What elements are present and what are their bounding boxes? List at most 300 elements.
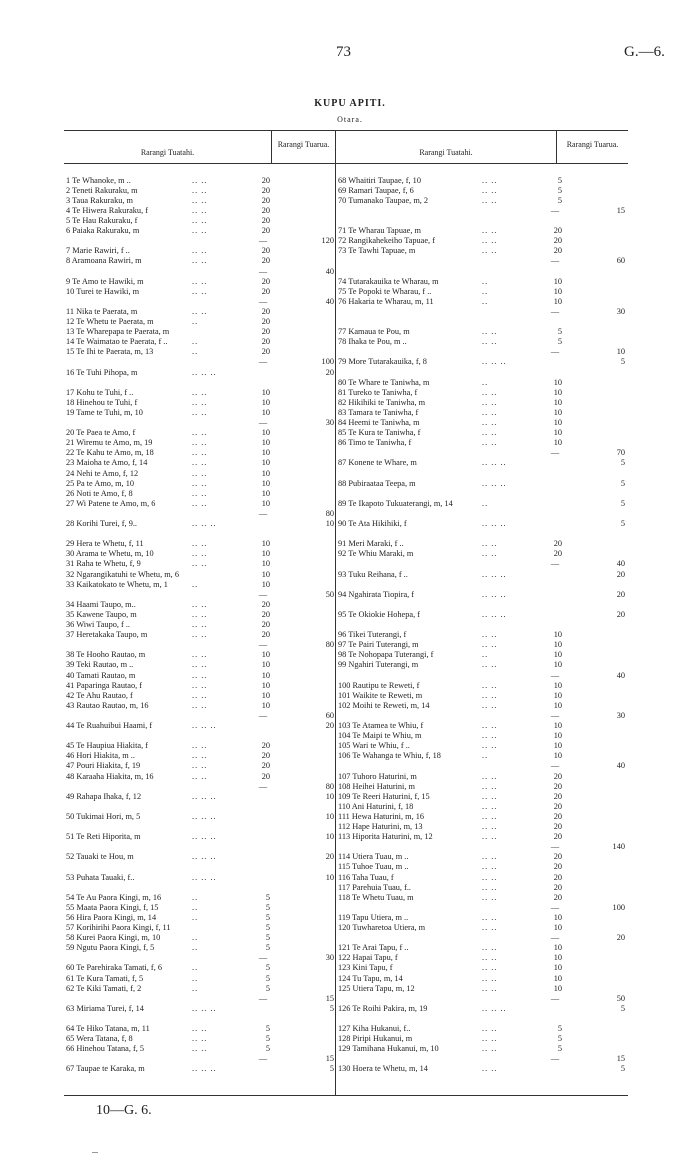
- left-entry-share: 10: [261, 478, 270, 488]
- left-entry-name: 31 Raha te Whetu, f, 9: [66, 559, 141, 569]
- right-subtotal: 100: [612, 902, 625, 912]
- right-entry-name: 115 Tuhoe Tuau, m ..: [338, 862, 409, 872]
- right-entry-share: 20: [553, 771, 562, 781]
- left-entry-leader: .. ..: [192, 670, 208, 680]
- right-entry-share: 10: [553, 953, 562, 963]
- left-subtotal-rule: —: [258, 266, 268, 276]
- right-entry-share: 20: [553, 832, 562, 842]
- left-entry-leader: .. ..: [192, 306, 208, 316]
- left-entry-leader: .. ..: [192, 1044, 208, 1054]
- right-entry-share: 10: [553, 923, 562, 932]
- left-entry-leader: .. ..: [192, 226, 208, 236]
- left-entry-name: 18 Hinehou te Tuhi, f: [66, 397, 138, 407]
- right-entry-share: 20: [553, 882, 562, 892]
- left-entry-name: 48 Karaaha Hiakita, m, 16: [66, 771, 154, 781]
- right-entry-name: 87 Konene te Whare, m: [338, 458, 417, 468]
- left-subtotal-rule: —: [258, 1054, 268, 1064]
- right-entry-share: 10: [553, 296, 562, 306]
- left-entry-name: 61 Te Kura Tamati, f, 5: [66, 973, 144, 983]
- right-entry-share: 5: [557, 1044, 562, 1054]
- right-entry-share: 20: [553, 872, 562, 882]
- right-entry-share: 10: [553, 983, 562, 993]
- right-entry-name: 72 Rangikahekeiho Tapuae, f: [338, 236, 435, 246]
- right-subtotal: 140: [612, 842, 625, 852]
- right-subtotal: 5: [620, 1003, 625, 1013]
- right-entry-name: 99 Ngahiri Tuterangi, m: [338, 660, 419, 670]
- right-entry-leader: .. ..: [482, 539, 498, 549]
- left-subtotal: 20: [325, 367, 334, 377]
- left-entry-name: 27 Wi Patene te Amo, m, 6: [66, 498, 156, 508]
- right-subtotal: 70: [616, 448, 625, 458]
- left-entry-leader: ..: [192, 912, 199, 922]
- left-entry-share: 20: [261, 185, 270, 195]
- left-subtotal: 50: [325, 589, 334, 599]
- page-footer: 10—G. 6.: [96, 1103, 152, 1118]
- left-entry-name: 32 Ngarangikatuhi te Whetu, m, 6: [66, 569, 179, 579]
- left-entry-name: 34 Haami Taupo, m..: [66, 599, 136, 609]
- left-subtotal: 15: [325, 993, 334, 1003]
- left-entry-leader: .. ..: [192, 488, 208, 498]
- left-entry-leader: .. .. ..: [192, 721, 217, 730]
- right-entry-name: 71 Te Wharau Tapuae, m: [338, 226, 421, 236]
- left-entry-name: 14 Te Waimatao te Paerata, f ..: [66, 337, 168, 347]
- right-entry-leader: .. .. ..: [482, 589, 507, 599]
- left-subtotal: 30: [325, 418, 334, 427]
- right-entry-name: 94 Ngahirata Tiopira, f: [338, 589, 415, 599]
- right-subtotal-rule: —: [550, 670, 560, 680]
- left-entry-share: 20: [261, 620, 270, 629]
- left-entry-name: 41 Paparinga Rautao, f: [66, 680, 143, 690]
- left-entry-name: 10 Turei te Hawiki, m: [66, 286, 140, 296]
- left-entry-name: 1 Te Whanoke, m ..: [66, 175, 131, 185]
- left-entry-leader: .. ..: [192, 286, 208, 296]
- margin-tick: [92, 1152, 98, 1153]
- right-entry-leader: .. ..: [482, 185, 498, 195]
- right-entry-share: 10: [553, 721, 562, 730]
- left-entry-leader: .. ..: [192, 438, 208, 448]
- left-entry-leader: .. ..: [192, 397, 208, 407]
- left-entry-share: 10: [261, 428, 270, 438]
- left-entry-name: 63 Miriama Turei, f, 14: [66, 1003, 144, 1013]
- right-entry-leader: .. ..: [482, 811, 498, 821]
- left-entry-share: 5: [265, 892, 270, 902]
- right-entry-leader: .. ..: [482, 832, 498, 842]
- right-entry-leader: .. ..: [482, 741, 498, 751]
- left-entry-name: 54 Te Au Paora Kingi, m, 16: [66, 892, 162, 902]
- right-entry-leader: .. ..: [482, 246, 498, 256]
- left-entry-leader: .. ..: [192, 448, 208, 458]
- left-entry-leader: .. ..: [192, 256, 208, 266]
- page-subtitle: Otara.: [337, 115, 363, 124]
- right-entry-name: 120 Tuwharetoa Utiera, m: [338, 923, 426, 932]
- left-entry-share: 10: [261, 448, 270, 458]
- left-subtotal-rule: —: [258, 640, 268, 650]
- left-entry-name: 26 Noti te Amo, f, 8: [66, 488, 133, 498]
- right-entry-share: 10: [553, 428, 562, 438]
- right-entry-leader: .. .. ..: [482, 1003, 507, 1013]
- left-entry-leader: .. ..: [192, 599, 208, 609]
- left-entry-name: 38 Te Hooho Rautao, m: [66, 650, 146, 660]
- left-entry-share: 20: [261, 175, 270, 185]
- left-entry-share: 10: [261, 458, 270, 468]
- left-entry-share: 10: [261, 539, 270, 549]
- left-entry-name: 8 Aramoana Rawiri, m: [66, 256, 142, 266]
- right-entry-name: 85 Te Kura te Taniwha, f: [338, 428, 421, 438]
- right-entry-name: 84 Heemi te Taniwha, m: [338, 418, 420, 427]
- right-entry-leader: .. ..: [482, 923, 498, 932]
- left-entry-name: 21 Wiremu te Amo, m, 19: [66, 438, 153, 448]
- right-entry-name: 127 Kiha Hukanui, f..: [338, 1024, 411, 1033]
- right-entry-leader: .. ..: [482, 892, 498, 902]
- right-entry-share: 10: [553, 630, 562, 640]
- left-entry-share: 20: [261, 317, 270, 326]
- left-subtotal: 80: [325, 508, 334, 518]
- left-subtotal-rule: —: [258, 953, 268, 963]
- right-entry-name: 106 Te Wahanga te Whiu, f, 18: [338, 751, 441, 761]
- left-entry-name: 36 Wiwi Taupo, f ..: [66, 620, 130, 629]
- right-subtotal-rule: —: [550, 559, 560, 569]
- right-subtotal: 40: [616, 670, 625, 680]
- left-entry-share: 20: [261, 226, 270, 236]
- left-entry-name: 15 Te Ihi te Paerata, m, 13: [66, 347, 154, 357]
- right-entry-leader: ..: [482, 751, 489, 761]
- left-subtotal-rule: —: [258, 993, 268, 1003]
- left-entry-name: 55 Maata Paora Kingi, f, 15: [66, 902, 159, 912]
- left-entry-name: 39 Teki Rautao, m ..: [66, 660, 134, 670]
- right-entry-name: 96 Tikei Tuterangi, f: [338, 630, 407, 640]
- right-entry-name: 82 Hikihiki te Taniwha, m: [338, 397, 426, 407]
- right-subtotal: 10: [616, 347, 625, 357]
- left-entry-name: 50 Tukimai Hori, m, 5: [66, 811, 141, 821]
- right-entry-name: 76 Hakaria te Wharau, m, 11: [338, 296, 434, 306]
- left-entry-leader: ..: [192, 579, 199, 589]
- right-entry-leader: .. ..: [482, 640, 498, 650]
- left-entry-name: 9 Te Amo te Hawiki, m: [66, 276, 144, 286]
- right-subtotal: 5: [620, 357, 625, 367]
- right-entry-share: 10: [553, 973, 562, 983]
- right-entry-leader: .. ..: [482, 731, 498, 741]
- right-entry-share: 10: [553, 640, 562, 650]
- right-entry-name: 117 Parehuia Tuau, f..: [338, 882, 411, 892]
- right-entry-leader: .. ..: [482, 791, 498, 801]
- right-entry-share: 20: [553, 246, 562, 256]
- left-subtotal-rule: —: [258, 236, 268, 246]
- right-entry-leader: .. .. ..: [482, 609, 507, 619]
- left-entry-leader: .. ..: [192, 498, 208, 508]
- right-subtotal: 20: [616, 933, 625, 943]
- left-subtotal: 100: [321, 357, 334, 367]
- right-subtotal-rule: —: [550, 1054, 560, 1064]
- left-entry-leader: .. ..: [192, 549, 208, 559]
- left-entry-leader: .. .. ..: [192, 832, 217, 842]
- right-entry-name: 102 Moihi te Reweti, m, 14: [338, 700, 430, 710]
- left-entry-name: 7 Marie Rawiri, f ..: [66, 246, 130, 256]
- left-entry-name: 37 Heretakaka Taupo, m: [66, 630, 148, 640]
- right-entry-leader: ..: [482, 296, 489, 306]
- right-tuarua-header: Rarangi Tuarua.: [566, 140, 619, 149]
- right-entry-name: 125 Utiera Tapu, m, 12: [338, 983, 415, 993]
- left-subtotal: 30: [325, 953, 334, 963]
- right-entry-leader: .. ..: [482, 1024, 498, 1033]
- left-entry-leader: ..: [192, 973, 199, 983]
- left-entry-name: 12 Te Whetu te Paerata, m: [66, 317, 154, 326]
- left-entry-share: 20: [261, 205, 270, 215]
- right-entry-share: 10: [553, 418, 562, 427]
- left-entry-name: 47 Pouri Hiakita, f, 19: [66, 761, 141, 771]
- left-entry-leader: .. ..: [192, 559, 208, 569]
- right-entry-share: 10: [553, 397, 562, 407]
- right-entry-share: 20: [553, 822, 562, 831]
- right-entry-name: 90 Te Ata Hikihiki, f: [338, 519, 407, 528]
- left-entry-name: 42 Te Ahu Rautao, f: [66, 690, 133, 700]
- right-entry-name: 114 Utiera Tuau, m ..: [338, 852, 409, 862]
- left-subtotal: 5: [329, 1064, 334, 1074]
- right-entry-share: 10: [553, 751, 562, 761]
- right-entry-share: 20: [553, 549, 562, 559]
- right-subtotal-rule: —: [550, 306, 560, 316]
- right-entry-share: 20: [553, 892, 562, 902]
- left-entry-leader: .. ..: [192, 620, 208, 629]
- left-entry-leader: .. ..: [192, 468, 208, 478]
- right-entry-leader: .. ..: [482, 963, 498, 973]
- left-subtotal: 40: [325, 266, 334, 276]
- right-entry-share: 10: [553, 438, 562, 448]
- left-entry-leader: ..: [192, 943, 199, 953]
- left-entry-share: 10: [261, 549, 270, 559]
- left-entry-name: 3 Taua Rakuraku, m: [66, 195, 134, 205]
- right-entry-leader: .. ..: [482, 983, 498, 993]
- right-entry-name: 75 Te Popoki te Wharau, f ..: [338, 286, 432, 296]
- right-entry-name: 92 Te Whiu Maraki, m: [338, 549, 414, 559]
- left-entry-leader: ..: [192, 317, 199, 326]
- right-entry-name: 93 Tuku Reihana, f ..: [338, 569, 408, 579]
- right-entry-share: 10: [553, 690, 562, 700]
- right-subtotal-rule: —: [550, 933, 560, 943]
- left-entry-leader: .. ..: [192, 650, 208, 660]
- left-entry-name: 44 Te Ruahuibui Haami, f: [66, 721, 153, 730]
- left-entry-leader: .. ..: [192, 276, 208, 286]
- left-entry-leader: .. ..: [192, 660, 208, 670]
- right-entry-leader: .. .. ..: [482, 519, 507, 528]
- right-entry-name: 97 Te Pairi Tuterangi, m: [338, 640, 419, 650]
- left-entry-share: 5: [265, 1024, 270, 1033]
- left-entry-share: 20: [261, 327, 270, 337]
- left-entry-name: 64 Te Hiko Tatana, m, 11: [66, 1024, 150, 1033]
- left-entry-name: 5 Te Hau Rakuraku, f: [66, 216, 138, 225]
- left-entry-leader: ..: [192, 933, 199, 943]
- right-entry-leader: ..: [482, 286, 489, 296]
- right-entry-leader: .. ..: [482, 852, 498, 862]
- right-entry-leader: .. ..: [482, 781, 498, 791]
- left-entry-name: 45 Te Haupiua Hiakita, f: [66, 741, 148, 751]
- left-entry-share: 5: [265, 902, 270, 912]
- right-entry-leader: .. ..: [482, 337, 498, 347]
- right-entry-share: 10: [553, 943, 562, 953]
- right-entry-share: 5: [557, 337, 562, 347]
- left-entry-name: 2 Teneti Rakuraku, m: [66, 185, 138, 195]
- right-entry-share: 10: [553, 741, 562, 751]
- right-entry-share: 5: [557, 1034, 562, 1044]
- right-entry-leader: .. ..: [482, 943, 498, 953]
- right-entry-name: 95 Te Okiokie Hohepa, f: [338, 609, 420, 619]
- left-entry-share: 20: [261, 751, 270, 761]
- left-entry-leader: .. ..: [192, 700, 208, 710]
- right-subtotal: 5: [620, 1064, 625, 1074]
- left-entry-leader: .. ..: [192, 771, 208, 781]
- left-entry-share: 5: [265, 943, 270, 953]
- right-entry-leader: .. ..: [482, 660, 498, 670]
- page-number: 73: [336, 44, 351, 60]
- left-entry-share: 10: [261, 438, 270, 448]
- left-tuarua-header: Rarangi Tuarua.: [277, 140, 330, 149]
- page-title: KUPU APITI.: [314, 98, 386, 109]
- right-entry-share: 10: [553, 963, 562, 973]
- left-subtotal-rule: —: [258, 296, 268, 306]
- right-entry-name: 80 Te Whare te Taniwha, m: [338, 377, 430, 387]
- left-entry-share: 5: [265, 1044, 270, 1054]
- right-entry-share: 5: [557, 1024, 562, 1033]
- left-entry-name: 19 Tame te Tuhi, m, 10: [66, 407, 143, 417]
- left-entry-share: 5: [265, 912, 270, 922]
- left-subtotal-rule: —: [258, 710, 268, 720]
- left-entry-leader: .. ..: [192, 609, 208, 619]
- left-subtotal: 15: [325, 1054, 334, 1064]
- right-subtotal: 5: [620, 478, 625, 488]
- right-subtotal-rule: —: [550, 448, 560, 458]
- right-entry-name: 130 Hoera te Whetu, m, 14: [338, 1064, 428, 1074]
- right-entry-name: 123 Kini Tapu, f: [338, 963, 393, 973]
- right-entry-leader: .. ..: [482, 226, 498, 236]
- left-entry-name: 51 Te Reti Hiporita, m: [66, 832, 141, 842]
- right-entry-leader: .. ..: [482, 549, 498, 559]
- left-entry-share: 20: [261, 256, 270, 266]
- right-subtotal-rule: —: [550, 256, 560, 266]
- right-entry-leader: ..: [482, 377, 489, 387]
- right-entry-name: 129 Tamihana Hukanui, m, 10: [338, 1044, 439, 1054]
- right-entry-leader: .. .. ..: [482, 458, 507, 468]
- center-column-divider: [335, 130, 336, 1096]
- right-subtotal: 30: [616, 306, 625, 316]
- left-entry-name: 49 Rahapa Ihaka, f, 12: [66, 791, 142, 801]
- right-entry-share: 20: [553, 539, 562, 549]
- right-entry-leader: .. ..: [482, 690, 498, 700]
- left-entry-name: 11 Nika te Paerata, m: [66, 306, 138, 316]
- right-entry-share: 10: [553, 387, 562, 397]
- right-entry-leader: .. ..: [482, 953, 498, 963]
- left-entry-leader: .. .. ..: [192, 811, 217, 821]
- left-entry-leader: .. ..: [192, 630, 208, 640]
- left-subtotal: 40: [325, 296, 334, 306]
- left-entry-leader: ..: [192, 963, 199, 973]
- left-entry-share: 20: [261, 306, 270, 316]
- left-entry-name: 66 Hinehou Tatana, f, 5: [66, 1044, 145, 1054]
- left-entry-share: 5: [265, 983, 270, 993]
- right-entry-share: 10: [553, 660, 562, 670]
- right-entry-share: 20: [553, 862, 562, 872]
- left-entry-share: 20: [261, 741, 270, 751]
- right-entry-name: 126 Te Roihi Pakira, m, 19: [338, 1003, 428, 1013]
- left-entry-leader: .. ..: [192, 205, 208, 215]
- right-entry-leader: .. ..: [482, 1044, 498, 1054]
- left-entry-share: 20: [261, 246, 270, 256]
- left-entry-name: 65 Wera Tatana, f, 8: [66, 1034, 133, 1044]
- table-header-rule: [64, 163, 628, 164]
- right-entry-leader: .. ..: [482, 438, 498, 448]
- right-entry-leader: .. ..: [482, 700, 498, 710]
- right-entry-leader: .. ..: [482, 801, 498, 811]
- right-entry-name: 112 Hape Haturini, m, 13: [338, 822, 423, 831]
- left-entry-share: 20: [261, 216, 270, 225]
- right-entry-leader: .. .. ..: [482, 478, 507, 488]
- left-entry-name: 56 Hira Paora Kingi, m, 14: [66, 912, 157, 922]
- left-entry-leader: .. ..: [192, 216, 208, 225]
- right-entry-name: 111 Hewa Haturini, m, 16: [338, 811, 425, 821]
- left-entry-leader: ..: [192, 902, 199, 912]
- left-entry-leader: .. ..: [192, 175, 208, 185]
- left-tuatahi-header: Rarangi Tuatahi.: [140, 148, 195, 157]
- right-subtotal: 5: [620, 519, 625, 528]
- left-entry-share: 20: [261, 630, 270, 640]
- left-entry-leader: .. ..: [192, 428, 208, 438]
- right-entry-name: 122 Hapai Tapu, f: [338, 953, 398, 963]
- right-entry-name: 105 Wari te Whiu, f ..: [338, 741, 410, 751]
- right-entry-share: 5: [557, 195, 562, 205]
- right-entry-leader: .. ..: [482, 175, 498, 185]
- left-entry-name: 33 Kaikatokato te Whetu, m, 1: [66, 579, 168, 589]
- left-entry-share: 10: [261, 650, 270, 660]
- left-subtotal: 80: [325, 640, 334, 650]
- left-subtotal: 120: [321, 236, 334, 246]
- left-entry-leader: .. ..: [192, 690, 208, 700]
- register-table: [64, 130, 628, 1096]
- left-subtotal: 20: [325, 852, 334, 862]
- left-entry-share: 10: [261, 690, 270, 700]
- right-entry-share: 10: [553, 377, 562, 387]
- left-entry-leader: .. ..: [192, 1024, 208, 1033]
- left-subtotal: 5: [329, 1003, 334, 1013]
- right-entry-leader: .. ..: [482, 428, 498, 438]
- right-entry-leader: .. ..: [482, 1064, 498, 1074]
- left-entry-share: 10: [261, 387, 270, 397]
- right-entry-share: 10: [553, 276, 562, 286]
- right-entry-share: 10: [553, 731, 562, 741]
- right-entry-name: 86 Timo te Taniwha, f: [338, 438, 412, 448]
- left-entry-share: 20: [261, 761, 270, 771]
- left-entry-share: 10: [261, 700, 270, 710]
- right-subtotal: 15: [616, 205, 625, 215]
- right-subtotal: 60: [616, 256, 625, 266]
- left-entry-share: 10: [261, 680, 270, 690]
- left-entry-name: 29 Hera te Whetu, f, 11: [66, 539, 144, 549]
- right-subtotal-rule: —: [550, 205, 560, 215]
- right-entry-leader: .. ..: [482, 822, 498, 831]
- left-subtotal: 60: [325, 710, 334, 720]
- right-subtotal: 50: [616, 993, 625, 1003]
- right-entry-name: 89 Te Ikapoto Tukuaterangi, m, 14: [338, 498, 453, 508]
- left-entry-share: 20: [261, 195, 270, 205]
- left-entry-leader: .. .. ..: [192, 1064, 217, 1074]
- left-entry-name: 28 Korihi Turei, f, 9..: [66, 519, 137, 528]
- right-entry-share: 5: [557, 175, 562, 185]
- left-entry-leader: .. .. ..: [192, 852, 217, 862]
- left-entry-share: 20: [261, 347, 270, 357]
- right-entry-name: 109 Te Reeri Haturini, f, 15: [338, 791, 430, 801]
- document-reference: G.—6.: [624, 44, 665, 60]
- right-entry-name: 108 Heihei Haturini, m: [338, 781, 415, 791]
- left-entry-share: 20: [261, 609, 270, 619]
- left-entry-name: 40 Tamati Rautao, m: [66, 670, 136, 680]
- right-entry-leader: .. ..: [482, 387, 498, 397]
